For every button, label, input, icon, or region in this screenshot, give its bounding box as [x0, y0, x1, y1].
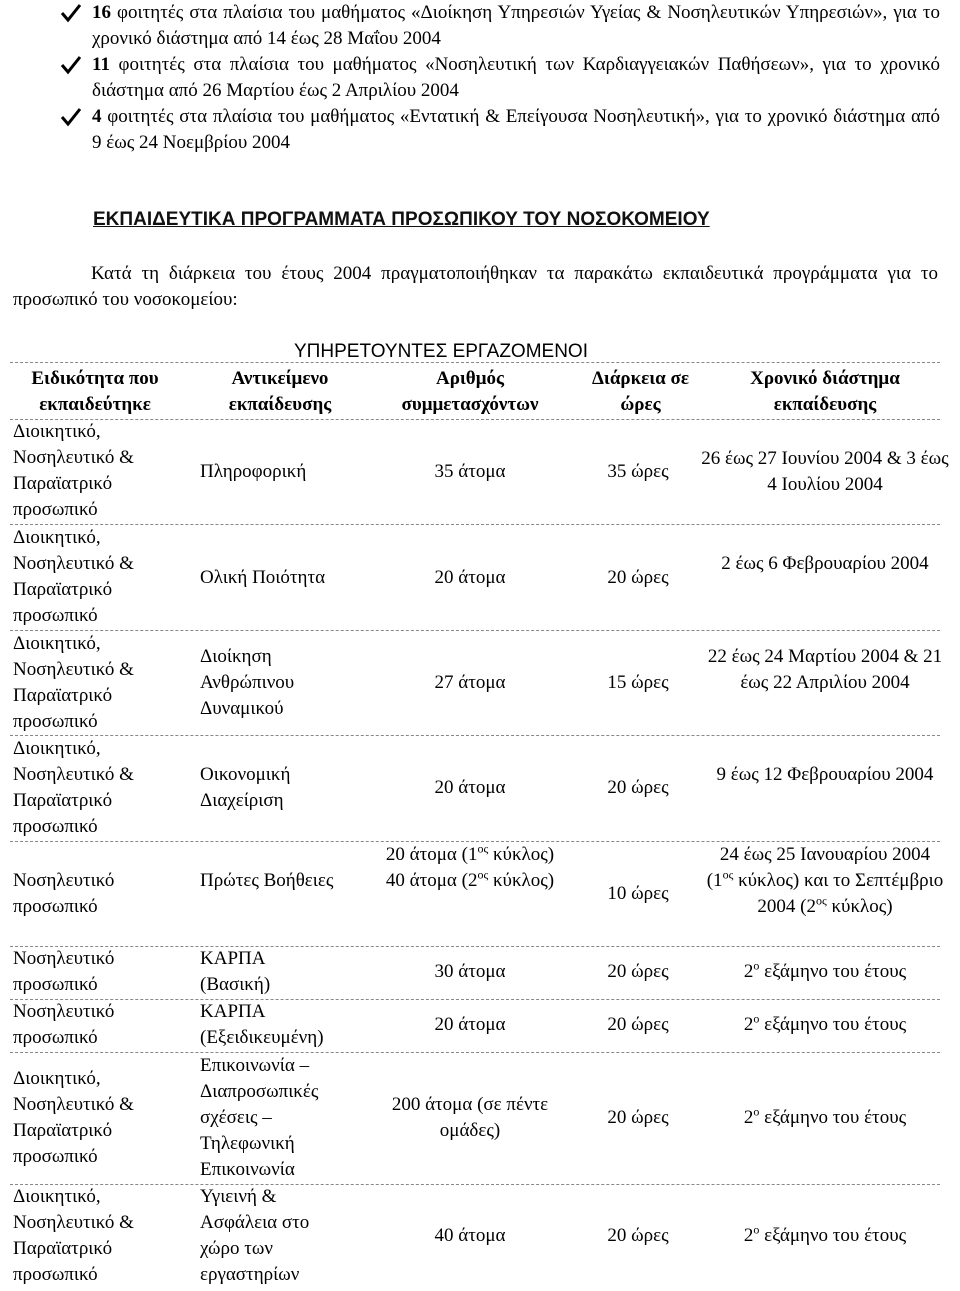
cell-specialty: Διοικητικό, Νοσηλευτικό & Παραϊατρικό προσωπικό: [13, 527, 134, 626]
period-text: εξάμηνο του έτους: [759, 1225, 907, 1246]
header-duration: Διάρκεια σε ώρες: [592, 368, 689, 415]
list-item: [60, 104, 940, 156]
participants-cycle-2: 40 άτομα (2: [385, 870, 478, 891]
cell-participants: 20 άτομα: [434, 567, 506, 588]
cell-duration: 20 ώρες: [607, 1225, 669, 1246]
list-item-count: 16: [92, 2, 111, 23]
cell-period: 2 έως 6 Φεβρουαρίου 2004: [721, 553, 929, 574]
cell-subject: Διοίκηση Ανθρώπινου Δυναμικού: [200, 646, 295, 719]
participants-cycle-1-tail: κύκλος): [488, 844, 555, 865]
cell-duration: 20 ώρες: [607, 1107, 669, 1128]
period-text: εξάμηνο του έτους: [759, 1107, 907, 1128]
cell-specialty: Νοσηλευτικό προσωπικό: [13, 870, 115, 917]
period-text: 2: [743, 1014, 754, 1035]
header-subject: Αντικείμενο εκπαίδευσης: [228, 368, 332, 415]
cell-specialty: Νοσηλευτικό προσωπικό: [13, 948, 115, 995]
list-item-count: 11: [92, 54, 110, 75]
period-text: εξάμηνο του έτους: [759, 1014, 907, 1035]
superscript: ος: [815, 893, 827, 908]
cell-subject: Επικοινωνία – Διαπροσωπικές σχέσεις – Τηλεφωνική Επικοινωνία: [200, 1055, 319, 1180]
header-participants: Αριθμός συμμετασχόντων: [401, 368, 539, 415]
checklist: [60, 0, 940, 156]
header-period: Χρονικό διάστημα εκπαίδευσης: [750, 368, 900, 415]
superscript: ο: [753, 1104, 760, 1119]
table-group-header: ΥΠΗΡΕΤΟΥΝΤΕΣ ΕΡΓΑΖΟΜΕΝΟΙ: [294, 341, 588, 362]
cell-period: [700, 1012, 950, 1038]
cell-period: 26 έως 27 Ιουνίου 2004 & 3 έως 4 Ιουλίου 2004: [701, 448, 949, 495]
list-item-text: φοιτητές στα πλαίσια του μαθήματος «Εντατική & Επείγουσα Νοσηλευτική», για το χρονικό διάστημα από 9 έως 24 Νοεμβρίου 2004: [92, 106, 940, 153]
list-item-text: φοιτητές στα πλαίσια του μαθήματος «Νοσηλευτική των Καρδιαγγειακών Παθήσεων», για το χρονικό διάστημα από 26 Μαρτίου έως 2 Απριλίου 2004: [92, 54, 940, 101]
list-item: [60, 52, 940, 104]
cell-participants: 35 άτομα: [434, 461, 506, 482]
period-text: 2: [743, 1225, 754, 1246]
cell-subject: Υγιεινή & Ασφάλεια στο χώρο των εργαστηρίων: [200, 1186, 310, 1285]
cell-participants: [375, 842, 565, 894]
cell-period: [700, 959, 950, 985]
participants-cycle-1: 20 άτομα (1: [385, 844, 478, 865]
superscript: ος: [722, 867, 734, 882]
cell-participants: 20 άτομα: [434, 1014, 506, 1035]
cell-subject: Ολική Ποιότητα: [200, 567, 326, 588]
period-text: κύκλος): [826, 896, 893, 917]
participants-cycle-2-tail: κύκλος): [488, 870, 555, 891]
cell-participants: 40 άτομα: [434, 1225, 506, 1246]
list-item-text: φοιτητές στα πλαίσια του μαθήματος «Διοίκηση Υπηρεσιών Υγείας & Νοσηλευτικών Υπηρεσιών», για το χρονικό διάστημα από 14 έως 28 Μαΐου 2004: [92, 2, 940, 49]
cell-period: [705, 842, 945, 920]
cell-subject: Πληροφορική: [200, 461, 307, 482]
cell-duration: 15 ώρες: [607, 672, 669, 693]
cell-duration: 10 ώρες: [607, 883, 669, 904]
cell-period: 22 έως 24 Μαρτίου 2004 & 21 έως 22 Απριλίου 2004: [707, 646, 943, 693]
cell-specialty: Διοικητικό, Νοσηλευτικό & Παραϊατρικό προσωπικό: [13, 633, 134, 732]
superscript: ο: [753, 1011, 760, 1026]
list-item-count: 4: [92, 106, 102, 127]
superscript: ο: [753, 958, 760, 973]
cell-specialty: Διοικητικό, Νοσηλευτικό & Παραϊατρικό προσωπικό: [13, 421, 134, 520]
checkmark-icon: [60, 3, 82, 23]
header-specialty: Ειδικότητα που εκπαιδεύτηκε: [31, 368, 159, 415]
list-item: [60, 0, 940, 52]
cell-specialty: Νοσηλευτικό προσωπικό: [13, 1001, 115, 1048]
cell-subject: Πρώτες Βοήθειες: [200, 870, 334, 891]
cell-participants: 200 άτομα (σε πέντε ομάδες): [391, 1094, 549, 1141]
cell-participants: 27 άτομα: [434, 672, 506, 693]
period-text: κύκλος) και το Σεπτέμβριο 2004 (2: [733, 870, 944, 917]
cell-duration: 35 ώρες: [607, 461, 669, 482]
cell-specialty: Διοικητικό, Νοσηλευτικό & Παραϊατρικό προσωπικό: [13, 738, 134, 837]
cell-duration: 20 ώρες: [607, 777, 669, 798]
row-divider: [10, 1052, 940, 1053]
superscript: ος: [477, 841, 489, 856]
cell-subject: ΚΑΡΠΑ (Βασική): [200, 948, 271, 995]
cell-subject: Οικονομική Διαχείριση: [200, 764, 291, 811]
section-title: ΕΚΠΑΙΔΕΥΤΙΚΑ ΠΡΟΓΡΑΜΜΑΤΑ ΠΡΟΣΩΠΙΚΟΥ ΤΟΥ ΝΟΣΟΚΟΜΕΙΟΥ: [93, 209, 710, 230]
intro-paragraph: Κατά τη διάρκεια του έτους 2004 πραγματοποιήθηκαν τα παρακάτω εκπαιδευτικά προγράμματα για το προσωπικό του νοσοκομείου:: [13, 263, 938, 310]
checkmark-icon: [60, 55, 82, 75]
period-text: 2: [743, 961, 754, 982]
period-text: 24 έως 25 Ιανουαρίου 2004 (1: [706, 844, 931, 891]
cell-duration: 20 ώρες: [607, 961, 669, 982]
cell-duration: 20 ώρες: [607, 1014, 669, 1035]
cell-period: 9 έως 12 Φεβρουαρίου 2004: [716, 764, 934, 785]
cell-duration: 20 ώρες: [607, 567, 669, 588]
period-text: εξάμηνο του έτους: [759, 961, 907, 982]
cell-specialty: Διοικητικό, Νοσηλευτικό & Παραϊατρικό προσωπικό: [13, 1186, 134, 1285]
cell-participants: 20 άτομα: [434, 777, 506, 798]
cell-period: [700, 1223, 950, 1249]
cell-period: [700, 1105, 950, 1131]
checkmark-icon: [60, 107, 82, 127]
superscript: ο: [753, 1222, 760, 1237]
cell-participants: 30 άτομα: [434, 961, 506, 982]
row-divider: [10, 362, 940, 363]
superscript: ος: [477, 867, 489, 882]
cell-subject: ΚΑΡΠΑ (Εξειδικευμένη): [200, 1001, 324, 1048]
cell-specialty: Διοικητικό, Νοσηλευτικό & Παραϊατρικό προσωπικό: [13, 1068, 134, 1167]
period-text: 2: [743, 1107, 754, 1128]
